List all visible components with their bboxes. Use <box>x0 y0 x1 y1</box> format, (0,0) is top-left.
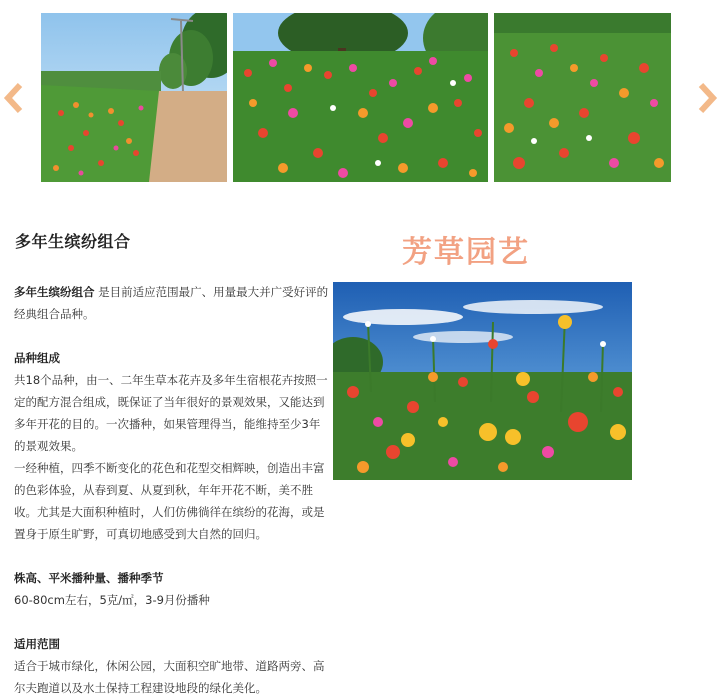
gallery-next-button[interactable] <box>696 80 718 116</box>
section-paragraph: 一经种植，四季不断变化的花色和花型交相辉映，创造出丰富的色彩体验，从春到夏、从夏到秋，年年开花不断，美不胜收。尤其是大面积种植时，人们仿佛徜徉在缤纷的花海，或是置身于原生旷野，可真切地感受到大自然的回归。 <box>14 461 325 541</box>
section-heading: 株高、平米播种量、播种季节 <box>14 571 164 585</box>
gallery-thumb-2[interactable] <box>233 13 488 182</box>
intro-bold: 多年生缤纷组合 <box>14 285 95 299</box>
chevron-right-icon <box>696 80 718 116</box>
intro-paragraph <box>14 281 330 325</box>
feature-photo <box>333 282 632 480</box>
gallery-prev-button[interactable] <box>3 80 25 116</box>
flower-field-closeup-photo <box>494 13 671 182</box>
section-heading: 品种组成 <box>14 351 60 365</box>
section-paragraph: 60-80cm左右，5克/㎡，3-9月份播种 <box>14 593 210 607</box>
roadside-flower-bed-photo <box>41 13 227 182</box>
gallery-thumb-1[interactable] <box>41 13 227 182</box>
flower-field-tree-photo <box>233 13 488 182</box>
intro-text: 是目前适应范围最广、用量最大并广受好评的经典组合品种。 <box>14 285 329 321</box>
section-paragraph: 共18个品种，由一、二年生草本花卉及多年生宿根花卉按照一定的配方混合组成，既保证了当年很好的景观效果，又能达到多年开花的目的。一次播种，如果管理得当，能维持至少3年的景观效果。 <box>14 373 328 453</box>
section-paragraph: 适合于城市绿化，休闲公园，大面积空旷地带、道路两旁、高尔夫跑道以及水土保持工程建设地段的绿化美化。 <box>14 659 325 695</box>
wildflower-meadow-blue-sky-photo <box>333 282 632 480</box>
article-body <box>14 281 330 699</box>
chevron-left-icon <box>3 80 25 116</box>
section-heading: 适用范围 <box>14 637 60 651</box>
page-title: 多年生缤纷组合 <box>15 232 131 251</box>
gallery-thumb-3[interactable] <box>494 13 671 182</box>
brand-watermark: 芳草园艺 <box>402 235 530 270</box>
